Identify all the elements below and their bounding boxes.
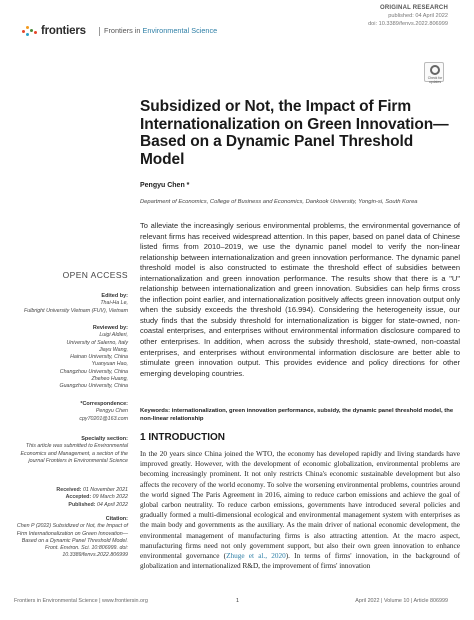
received-row (10, 487, 128, 494)
article-meta (368, 4, 448, 28)
reviewer-name[interactable]: Zheheo Huang, (91, 376, 128, 383)
header-divider (99, 27, 100, 36)
section-heading: 1 INTRODUCTION (140, 432, 225, 443)
page-footer (0, 598, 474, 610)
check-updates-icon (430, 65, 440, 75)
frontiers-logo-icon (22, 25, 38, 37)
author-name[interactable]: Pengyu Chen * (140, 182, 190, 189)
received-date: 01 November 2021 (82, 487, 128, 493)
citation-label: Citation: (105, 516, 128, 522)
specialty-text: This article was submitted to Environmental Economics and Management, a section of the journal Frontiers in Environmental Science (20, 443, 128, 464)
reviewer-affiliation: Guangzhou University, China (59, 383, 128, 390)
correspondence-name: Pengyu Chen (95, 408, 128, 415)
accepted-label: Accepted: (65, 494, 92, 501)
edited-by-label: Edited by: (101, 293, 128, 299)
intro-body-tail: ). In terms of firms' innovation, in the background of globalization and internationalized R&D, the improvement of firms' innovation (140, 552, 461, 571)
article-dates (10, 487, 128, 509)
editor-name[interactable]: Thai-Ha Le, (100, 300, 128, 307)
open-access-label: OPEN ACCESS (62, 270, 128, 280)
frontiers-logo[interactable] (22, 25, 86, 37)
keywords-label: Keywords: (140, 408, 171, 414)
reviewer-name[interactable]: Jiayu Wang, (98, 346, 128, 353)
reviewer-name[interactable]: Yuanyuan Hao, (91, 361, 128, 368)
brand-name: frontiers (41, 25, 86, 37)
journal-prefix: Frontiers in (104, 26, 143, 35)
correspondence-email[interactable]: cpy70201@163.com (79, 415, 128, 422)
published-label: Published: (68, 501, 96, 508)
published-date: published: 04 April 2022 (388, 13, 448, 19)
journal-title: Environmental Science (142, 26, 218, 35)
reviewer-affiliation: Hainan University, China (70, 354, 128, 361)
footer-volume: April 2022 | Volume 10 | Article 806999 (355, 598, 448, 604)
published-sidebar-date: 04 April 2022 (96, 501, 128, 508)
citation-text: Chen P (2022) Subsidized or Not, the Impact of Firm Internationalization on Green Innovation—Based on a Dynamic Panel Threshold Model. Front. Environ. Sci. 10:806999. doi: 10.3389/fenvs.2022.806999 (16, 523, 128, 559)
published-row (10, 502, 128, 509)
page-header (0, 0, 474, 38)
doi-link[interactable]: doi: 10.3389/fenvs.2022.806999 (368, 21, 448, 27)
edited-by (10, 293, 128, 315)
citation-link[interactable]: Zhuge et al., 2020 (226, 552, 286, 561)
citation (10, 516, 128, 560)
article-type: ORIGINAL RESEARCH (380, 5, 448, 11)
journal-name[interactable] (104, 26, 217, 35)
reviewer-affiliation: Changzhou University, China (59, 368, 128, 375)
correspondence-label: *Correspondence: (80, 401, 128, 407)
intro-body: In the 20 years since China joined the WTO, the economy has developed rapidly and living standards have improved greatly. However, with the development of economic globalization, environmental problems are becoming increasingly prominent. It not only restricts China's economic sustainable development but also affects the recovery of the world economy. To solve the worsening environmental problems, countries around the world signed The Paris Agreement in 2016, aiming to reduce carbon emissions and achieve the goal of global carbon neutrality. To reduce carbon emissions, governments have introduced several policies and gradually formed a multi-dimensional ecological and environmental management system with enterprises as the main body and governments as the auxiliary. As the main driver of national economic development, the environmental management of manufacturing firms is also attracting attention. At the macro aspect, manufacturing firms need not only government support, but also their own green innovation to enhance environmental governance ( (140, 450, 460, 561)
accepted-row (10, 494, 128, 501)
abstract: To alleviate the increasingly serious environmental problems, the environmental governance of relevant firms has received widespread attention. In this paper, based on panel data of Chinese listed firms from 2010–2019, we use the dynamic panel model to verify the non-linear relationship between internationalization and green innovation performance. The dynamic panel threshold model is also constructed to estimate the threshold effect of subsidies between internationalization and green innovation performance. The results show that there is a "U" relationship between internationalization and green innovation. Subsidies can help firms cross the inflection point earlier, and internationalization positively affects green innovation output only when the subsidy exceeds the threshold (16.994). Considering the heterogeneity issue, our study finds that the subsidy threshold for internationalization is bigger for state-owned, non-coastal enterprises, and enterprises without environmental information disclosure compared to other enterprises. In addition, when across the subsidy threshold, state-owned, non-coastal enterprises, and enterprises without environmental information disclosure are better able to stimulate green innovation output. This provides evidence and policy directions for other emerging developing countries. (140, 221, 460, 378)
reviewed-by-label: Reviewed by: (92, 325, 128, 331)
reviewer-name[interactable]: Luigi Aldieri, (99, 332, 128, 339)
specialty-label: Specialty section: (81, 436, 128, 442)
author-affiliation: Department of Economics, College of Business and Economics, Dankook University, Yongin-si, South Korea (140, 199, 418, 205)
introduction-text (140, 449, 460, 571)
check-updates-label: Check for updates (427, 76, 443, 84)
specialty-section (10, 436, 128, 465)
reviewed-by (10, 325, 128, 391)
footer-journal[interactable]: Frontiers in Environmental Science | www.frontiersin.org (14, 598, 148, 604)
reviewer-affiliation: University of Salerno, Italy (66, 339, 128, 346)
keywords-text: internationalization, green innovation performance, subsidy, the dynamic panel threshold model, the non-linear relationship (140, 408, 454, 423)
correspondence (10, 401, 128, 423)
editor-affiliation: Fulbright University Vietnam (FUV), Vietnam (23, 307, 128, 314)
check-updates-badge[interactable] (424, 62, 444, 82)
article-title: Subsidized or Not, the Impact of Firm Internationalization on Green Innovation—Based on a Dynamic Panel Threshold Model (140, 98, 449, 168)
received-label: Received: (56, 487, 82, 493)
keywords (140, 407, 460, 423)
page-number: 1 (236, 598, 239, 604)
accepted-date: 09 March 2022 (92, 494, 128, 501)
